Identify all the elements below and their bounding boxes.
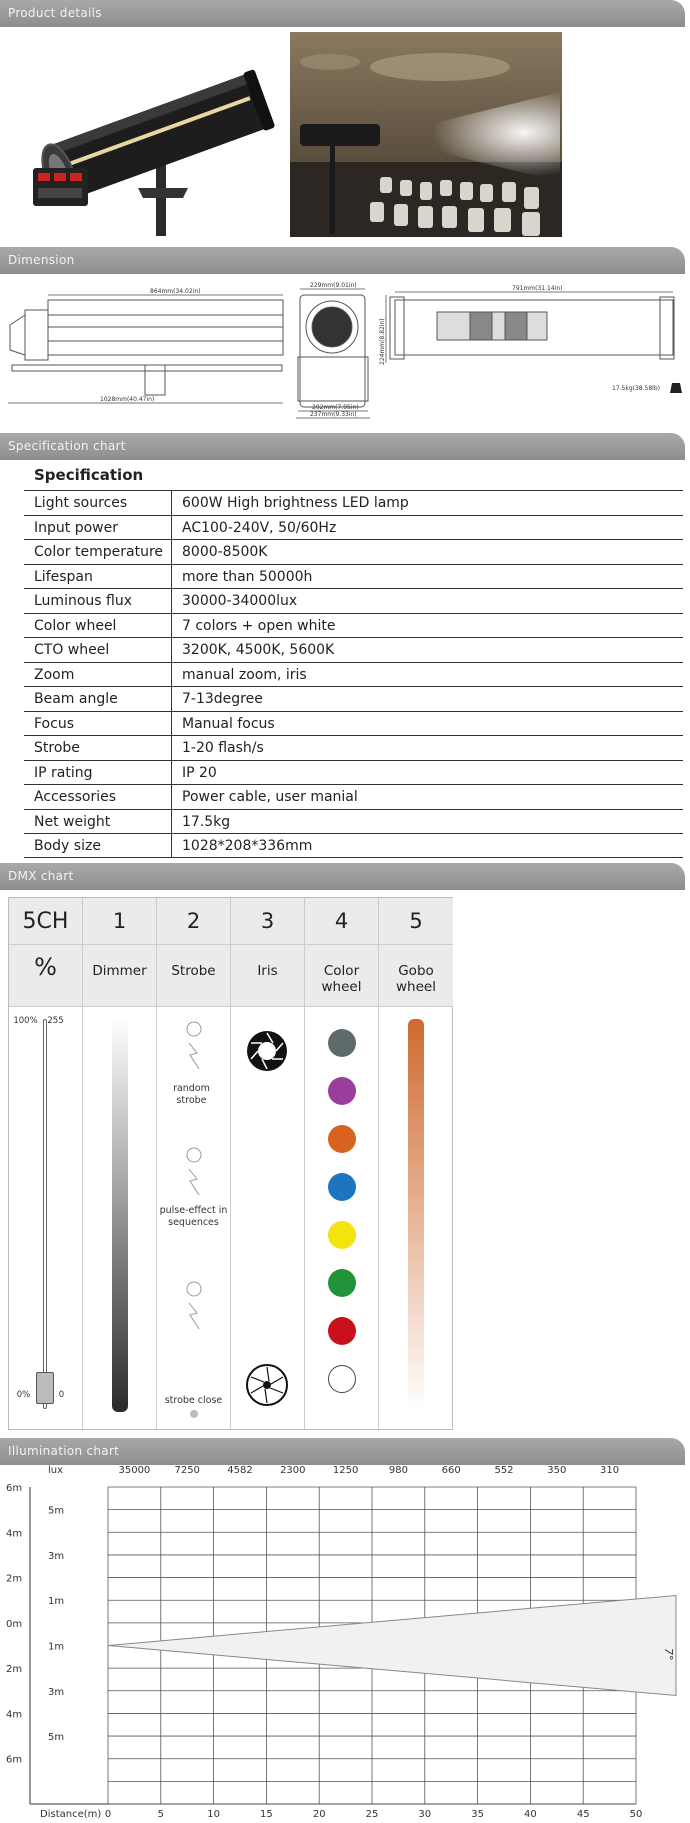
lux-value: 7250 [174, 1465, 200, 1476]
spec-label: Body size [24, 834, 172, 857]
dmx-percent-label: % [9, 945, 82, 1007]
spec-label: Beam angle [24, 687, 172, 711]
spec-value: 8000-8500K [182, 544, 268, 560]
spec-row [24, 760, 683, 785]
distance-tick: 10 [207, 1809, 220, 1820]
lux-value: 350 [547, 1465, 567, 1476]
dmx-top-percent: 100% [13, 1016, 38, 1026]
spec-value: 7-13degree [182, 691, 263, 707]
spec-header: Specification chart [0, 433, 685, 460]
spec-label: Color temperature [24, 540, 172, 564]
dmx-ch3-num: 3 [231, 898, 304, 945]
venue-photo [290, 32, 562, 237]
y-tick-inner: 5m [48, 1732, 65, 1744]
distance-tick: 35 [471, 1809, 484, 1820]
dim-front-height: 224mm(8.82in) [379, 318, 386, 365]
dmx-ch4-num: 4 [305, 898, 378, 945]
spec-label: Accessories [24, 785, 172, 809]
spec-value: 3200K, 4500K, 5600K [182, 642, 335, 658]
spec-value: more than 50000h [182, 568, 313, 585]
dmx-top-value: 255 [47, 1016, 64, 1026]
strobe-icon [177, 1021, 211, 1081]
distance-tick: 25 [365, 1809, 379, 1820]
dmx-chart [8, 897, 453, 1430]
spec-label: Net weight [24, 810, 172, 834]
spec-label: Luminous flux [24, 589, 172, 613]
dmx-ch2-num: 2 [157, 898, 230, 945]
spec-row [24, 515, 683, 540]
spec-value: IP 20 [182, 764, 217, 781]
lux-value: 4582 [227, 1465, 253, 1476]
spec-value: 600W High brightness LED lamp [182, 495, 409, 511]
distance-tick: 15 [260, 1809, 273, 1820]
spec-label: Strobe [24, 736, 172, 760]
y-tick-outer: 2m [6, 1573, 23, 1585]
spec-row [24, 735, 683, 760]
iris-closed-icon [245, 1363, 289, 1407]
color-swatch [328, 1125, 356, 1153]
spec-value: 1-20 flash/s [182, 740, 264, 756]
y-tick-outer: 6m [6, 1483, 23, 1494]
dmx-ch-label: 5CH [9, 898, 82, 945]
dmx-bottom-percent: 0% [16, 1390, 31, 1400]
fader-track [43, 1019, 47, 1409]
spec-value: Manual focus [182, 715, 275, 732]
dmx-ch5-name: Gobo wheel [379, 945, 453, 1007]
dim-front-bottom2: 237mm(9.33in) [310, 411, 357, 418]
spec-row [24, 637, 683, 662]
dmx-col-iris [231, 898, 305, 1429]
spec-title: Specification [34, 466, 144, 484]
strobe-icon-3 [177, 1281, 211, 1341]
lux-value: 310 [600, 1465, 620, 1476]
color-swatch [328, 1269, 356, 1297]
distance-label: Distance(m) [40, 1809, 102, 1820]
beam-cone [108, 1596, 676, 1696]
y-tick-outer: 0m [6, 1618, 23, 1630]
lux-value: 660 [441, 1465, 461, 1476]
spec-row [24, 564, 683, 589]
spec-row [24, 490, 683, 515]
dmx-bottom-value: 0 [58, 1390, 65, 1400]
spec-label: Input power [24, 516, 172, 540]
distance-tick: 50 [629, 1809, 643, 1820]
distance-tick: 0 [104, 1809, 112, 1820]
spec-value: Power cable, user manial [182, 789, 358, 805]
spec-row [24, 613, 683, 638]
color-swatch [328, 1317, 356, 1345]
color-swatch [328, 1173, 356, 1201]
dmx-ch1-num: 1 [83, 898, 156, 945]
y-tick-inner: 1m [48, 1596, 65, 1608]
dim-side-top: 864mm(34.02in) [150, 288, 201, 295]
distance-tick: 20 [312, 1809, 326, 1820]
product-details-header: Product details [0, 0, 685, 27]
lux-value: 2300 [280, 1465, 306, 1476]
spec-value: 1028*208*336mm [182, 838, 313, 854]
dmx-col-strobe [157, 898, 231, 1429]
spec-label: Light sources [24, 491, 172, 515]
distance-tick: 30 [418, 1809, 432, 1820]
distance-tick: 40 [524, 1809, 537, 1820]
dim-front-bottom1: 202mm(7.95in) [312, 404, 359, 411]
spec-label: Focus [24, 712, 172, 736]
dimmer-gradient-bar [112, 1019, 128, 1412]
spec-row [24, 833, 683, 858]
y-tick-inner: 3m [48, 1550, 65, 1562]
color-swatch [328, 1029, 356, 1057]
strobe-note-close: strobe close [164, 1395, 223, 1406]
spec-label: Lifespan [24, 565, 172, 589]
y-tick-outer: 4m [6, 1709, 23, 1721]
spec-label: CTO wheel [24, 638, 172, 662]
spec-value: 17.5kg [182, 813, 231, 830]
dim-weight: 17.5kg(38.58lb) [612, 385, 660, 392]
gobo-gradient-bar [408, 1019, 424, 1412]
strobe-icon-2 [177, 1147, 211, 1207]
y-tick-outer: 4m [6, 1528, 23, 1540]
dmx-ch3-name: Iris [231, 945, 304, 1007]
color-swatch [328, 1077, 356, 1105]
lux-value: 552 [494, 1465, 514, 1476]
spec-row [24, 784, 683, 809]
spec-value: manual zoom, iris [182, 666, 307, 683]
spec-row [24, 539, 683, 564]
lux-value: 35000 [118, 1465, 151, 1476]
strobe-close-dot [190, 1410, 198, 1418]
color-swatch [328, 1221, 356, 1249]
y-tick-outer: 2m [6, 1664, 23, 1676]
dim-side-bottom: 1028mm(40.47in) [100, 396, 155, 403]
dmx-ch5-num: 5 [379, 898, 453, 945]
spec-label: IP rating [24, 761, 172, 785]
dim-top-length: 791mm(31.14in) [512, 285, 563, 292]
spec-row [24, 588, 683, 613]
lux-value: 1250 [332, 1465, 359, 1476]
lux-value: 980 [388, 1465, 408, 1476]
dmx-col-channel [9, 898, 83, 1429]
spec-label: Color wheel [24, 614, 172, 638]
y-tick-inner: 3m [48, 1686, 65, 1698]
followspot-product-photo [8, 38, 278, 238]
spec-row [24, 686, 683, 711]
strobe-note-pulse: pulse-effect in sequences [159, 1205, 228, 1228]
dmx-col-dimmer [83, 898, 157, 1429]
dim-front-top: 229mm(9.01in) [310, 282, 357, 289]
distance-tick: 45 [576, 1809, 590, 1820]
y-tick-inner: 5m [48, 1505, 65, 1517]
spec-row [24, 809, 683, 834]
dimension-header: Dimension [0, 247, 685, 274]
weight-icon [670, 383, 682, 393]
spec-label: Zoom [24, 663, 172, 687]
lux-label: lux [48, 1465, 64, 1476]
illum-header: Illumination chart [0, 1438, 685, 1465]
y-tick-inner: 1m [48, 1641, 65, 1653]
dimension-drawings [0, 255, 690, 420]
distance-tick: 5 [157, 1809, 164, 1820]
dmx-ch4-name: Color wheel [305, 945, 378, 1007]
beam-angle-label: 7° [662, 1648, 675, 1661]
spec-row [24, 711, 683, 736]
spec-value: AC100-240V, 50/60Hz [182, 519, 337, 536]
dmx-header: DMX chart [0, 863, 685, 890]
dmx-col-gobo-wheel [379, 898, 453, 1429]
color-swatch [328, 1365, 356, 1393]
dmx-col-color-wheel [305, 898, 379, 1429]
spec-value: 7 colors + open white [182, 617, 336, 634]
spec-table [24, 461, 683, 858]
iris-open-icon [245, 1029, 289, 1073]
spec-row [24, 662, 683, 687]
dmx-ch1-name: Dimmer [83, 945, 156, 1007]
strobe-note-random: random strobe [173, 1083, 210, 1106]
illumination-chart [0, 1462, 690, 1822]
dmx-ch2-name: Strobe [157, 945, 230, 1007]
spec-value: 30000-34000lux [182, 593, 298, 609]
y-tick-outer: 6m [6, 1754, 23, 1766]
